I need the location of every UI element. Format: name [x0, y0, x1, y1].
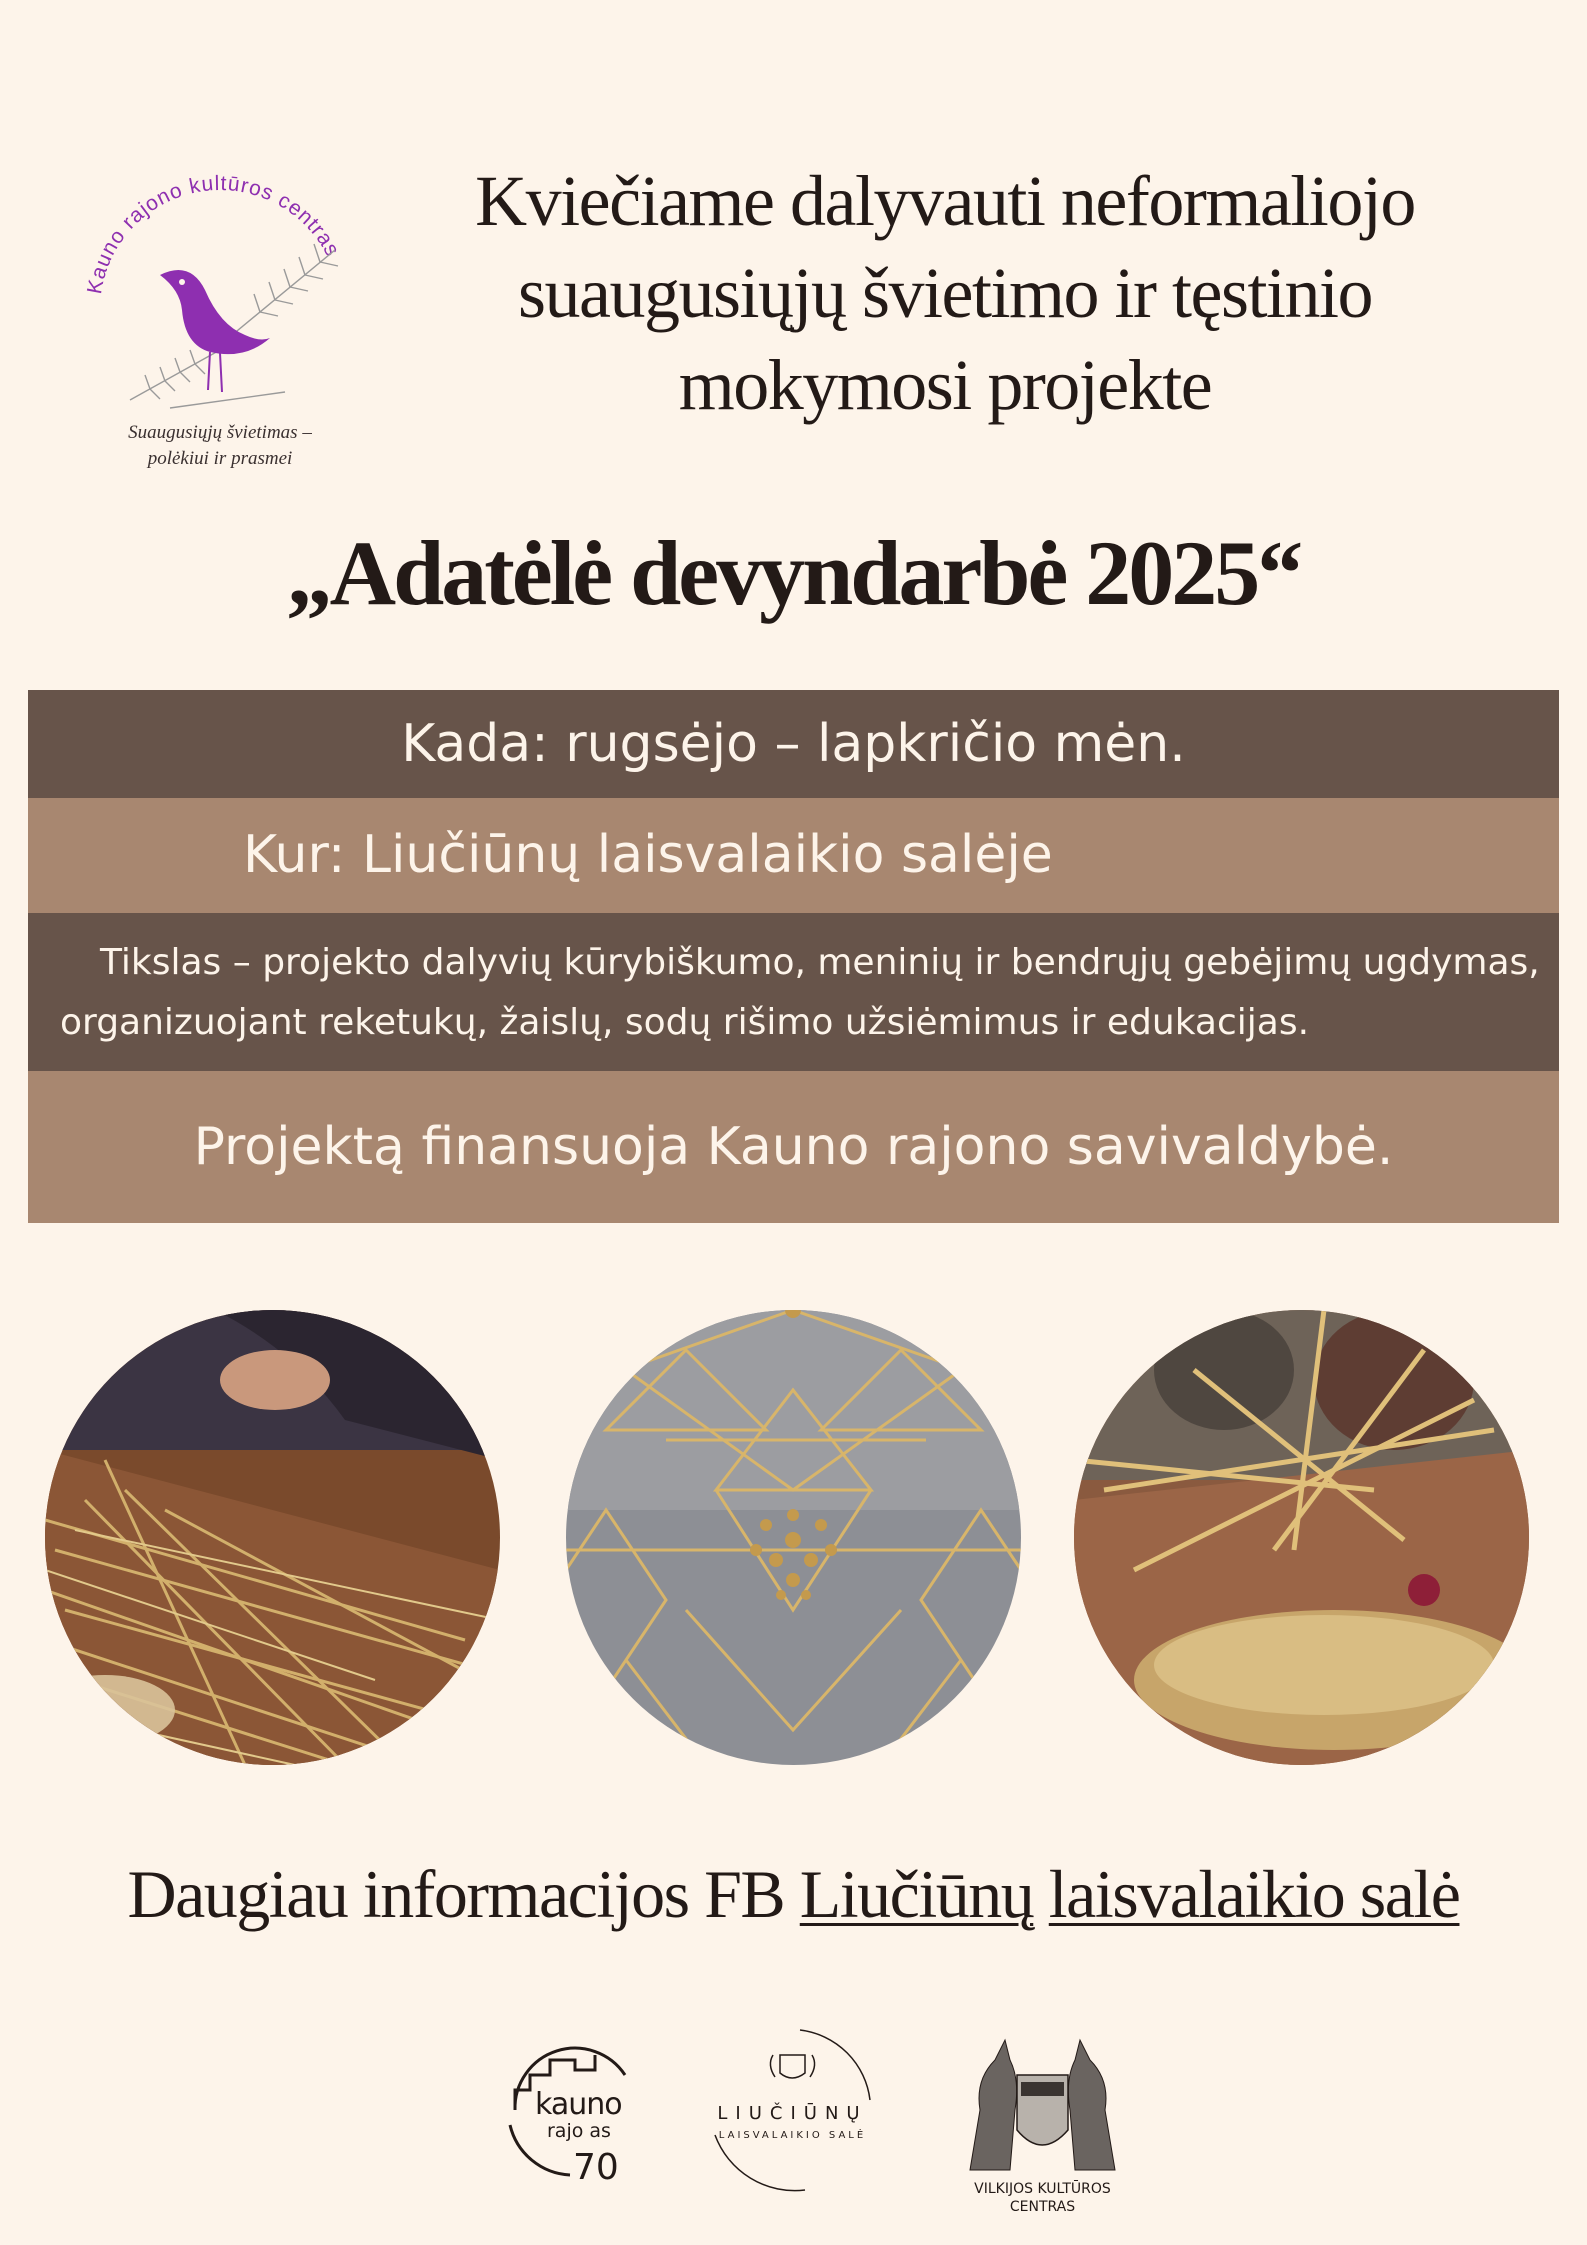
vilkija-logo-line2: CENTRAS: [1009, 2199, 1076, 2215]
project-title: „Adatėlė devyndarbė 2025“: [286, 522, 1301, 624]
wolves-coat-of-arms-icon: [955, 2030, 1130, 2175]
goal-text-line2: organizuojant reketukų, žaislų, sodų rišimo užsiėmimus ir edukacijas.: [60, 1002, 1310, 1043]
kaunas-logo-word2: rajo as: [547, 2120, 611, 2142]
more-info-prefix: Daugiau informacijos FB: [127, 1856, 785, 1932]
svg-text:Kauno rajono kultūros centras: [83, 172, 344, 296]
logo-tagline-line2: polėkiui ir prasmei: [147, 448, 293, 469]
fb-page-link-word1[interactable]: Liučiūnų: [799, 1856, 1034, 1932]
invitation-line1: Kviečiame dalyvauti neformaliojo: [475, 161, 1415, 241]
photo-straw-on-table: [45, 1310, 500, 1765]
vilkija-logo-text: [955, 2180, 1130, 2216]
photo-straw-workshop: [1074, 1310, 1529, 1765]
photo-straw-ornament: [566, 1310, 1021, 1765]
kaunas-logo-number: 70: [573, 2147, 619, 2188]
bird-emblem-icon: [70, 160, 370, 420]
when-text: Kada: rugsėjo – lapkričio mėn.: [401, 714, 1186, 774]
liuciunu-hall-logo: [705, 2025, 885, 2200]
when-band: [28, 690, 1559, 798]
funding-text: Projektą finansuoja Kauno rajono savivaldybė.: [193, 1117, 1394, 1177]
kaunas-logo-word: kauno: [535, 2087, 622, 2122]
goal-band: [28, 913, 1559, 1071]
where-band: [28, 798, 1559, 913]
vilkija-logo-line1: VILKIJOS KULTŪROS: [974, 2181, 1111, 2197]
liuciunu-logo-name: LIUČIŪNŲ: [717, 2103, 868, 2124]
goal-text-line1: Tikslas – projekto dalyvių kūrybiškumo, meninių ir bendrųjų gebėjimų ugdymas,: [100, 942, 1540, 983]
invitation-line3: mokymosi projekte: [678, 345, 1212, 425]
more-info-line: [0, 1855, 1587, 1934]
logo-arc-text: Kauno rajono kultūros centras: [83, 171, 345, 296]
funding-band: [28, 1071, 1559, 1223]
where-text: Kur: Liučiūnų laisvalaikio salėje: [243, 825, 1053, 885]
kaunas-district-70-logo: [495, 2015, 655, 2195]
invitation-line2: suaugusiųjų švietimo ir tęstinio: [518, 253, 1372, 333]
vilkija-culture-centre-logo: [955, 2030, 1130, 2220]
liuciunu-logo-subtitle: LAISVALAIKIO SALĖ: [718, 2130, 867, 2141]
logo-tagline-line1: Suaugusiųjų švietimas –: [128, 422, 312, 443]
fb-page-link-word2[interactable]: laisvalaikio salė: [1048, 1856, 1460, 1932]
invitation-heading: [370, 155, 1520, 431]
kaunas-culture-centre-logo: [70, 160, 370, 480]
